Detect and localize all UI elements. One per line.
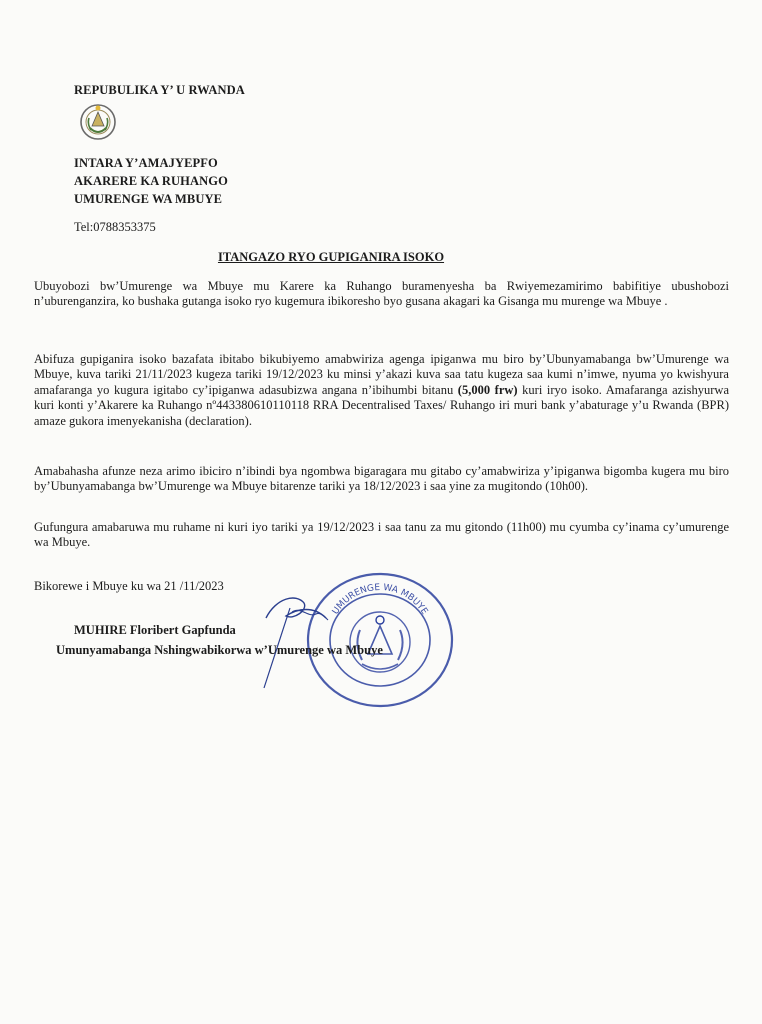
paragraph-text: Abifuza gupiganira isoko bazafata ibitabo bikubiyemo amabwiriza agenga ipiganwa mu biro by’Ubunyamabanga bw’Umurenge wa Mbuye, kuva tariki 21/11/2023 kugeza tariki 19/12/2023 ku minsi y’akazi kuva saa tatu kugeza saa kumi n’imwe, nyuma yo kwishyura amafaranga yo kugura igitabo cy’ipiganwa adasubizwa angana n’ibihumbi bitanu <box>34 352 729 397</box>
district-heading: AKARERE KA RUHANGO <box>74 174 228 188</box>
province-heading: INTARA Y’AMAJYEPFO <box>74 156 218 170</box>
paragraph-bid-opening: Gufungura amabaruwa mu ruhame ni kuri iyo tariki ya 19/12/2023 i saa tanu za mu gitondo (11h00) mu cyumba cy’inama cy’umurenge wa Mbuye. <box>34 520 729 550</box>
paragraph-text: kuri iryo isoko. Amafaranga azishyurwa kuri konti y’Akarere ka Ruhango nº443380610110118 RRA Decentralised Taxes/ Ruhango iri muri bank y’abaturage y’u Rwanda (BPR) amaze gukora imenyekanisha (declaration). <box>34 382 729 428</box>
republic-heading: REPUBULIKA Y’ U RWANDA <box>74 83 245 97</box>
paragraph-intro: Ubuyobozi bw’Umurenge wa Mbuye mu Karere ka Ruhango buramenyesha ba Rwiyemezamirimo babifitiye ubushobozi n’uburenganzira, ko bushaka gutanga isoko ryo kugemura ibikoresho byo gusana akagari ka Gisanga mu murenge wa Mbuye . <box>34 279 729 309</box>
paragraph-bidding-documents <box>34 352 729 429</box>
signer-title: Umunyamabanga Nshingwabikorwa w’Umurenge wa Mbuye <box>56 643 383 657</box>
fee-amount: (5,000 frw) <box>457 382 518 397</box>
rwanda-emblem-icon <box>78 100 118 146</box>
telephone-number: Tel:0788353375 <box>74 220 156 234</box>
signer-name: MUHIRE Floribert Gapfunda <box>74 623 236 637</box>
handwritten-signature-icon <box>246 578 336 698</box>
stamp-text: UMURENGE WA MBUYE <box>330 582 430 617</box>
paragraph-submission-deadline: Amabahasha afunze neza arimo ibiciro n’ibindi bya ngombwa bigaragara mu gitabo cy’amabwiriza y’ipiganwa bigomba kugera mu biro by’Ubunyamabanga bw’Umurenge wa Mbuye bitarenze tariki ya 18/12/2023 i saa yine za mugitondo (10h00). <box>34 464 729 494</box>
notice-title: ITANGAZO RYO GUPIGANIRA ISOKO <box>217 250 445 264</box>
sector-heading: UMURENGE WA MBUYE <box>74 192 223 206</box>
place-and-date: Bikorewe i Mbuye ku wa 21 /11/2023 <box>34 579 224 593</box>
